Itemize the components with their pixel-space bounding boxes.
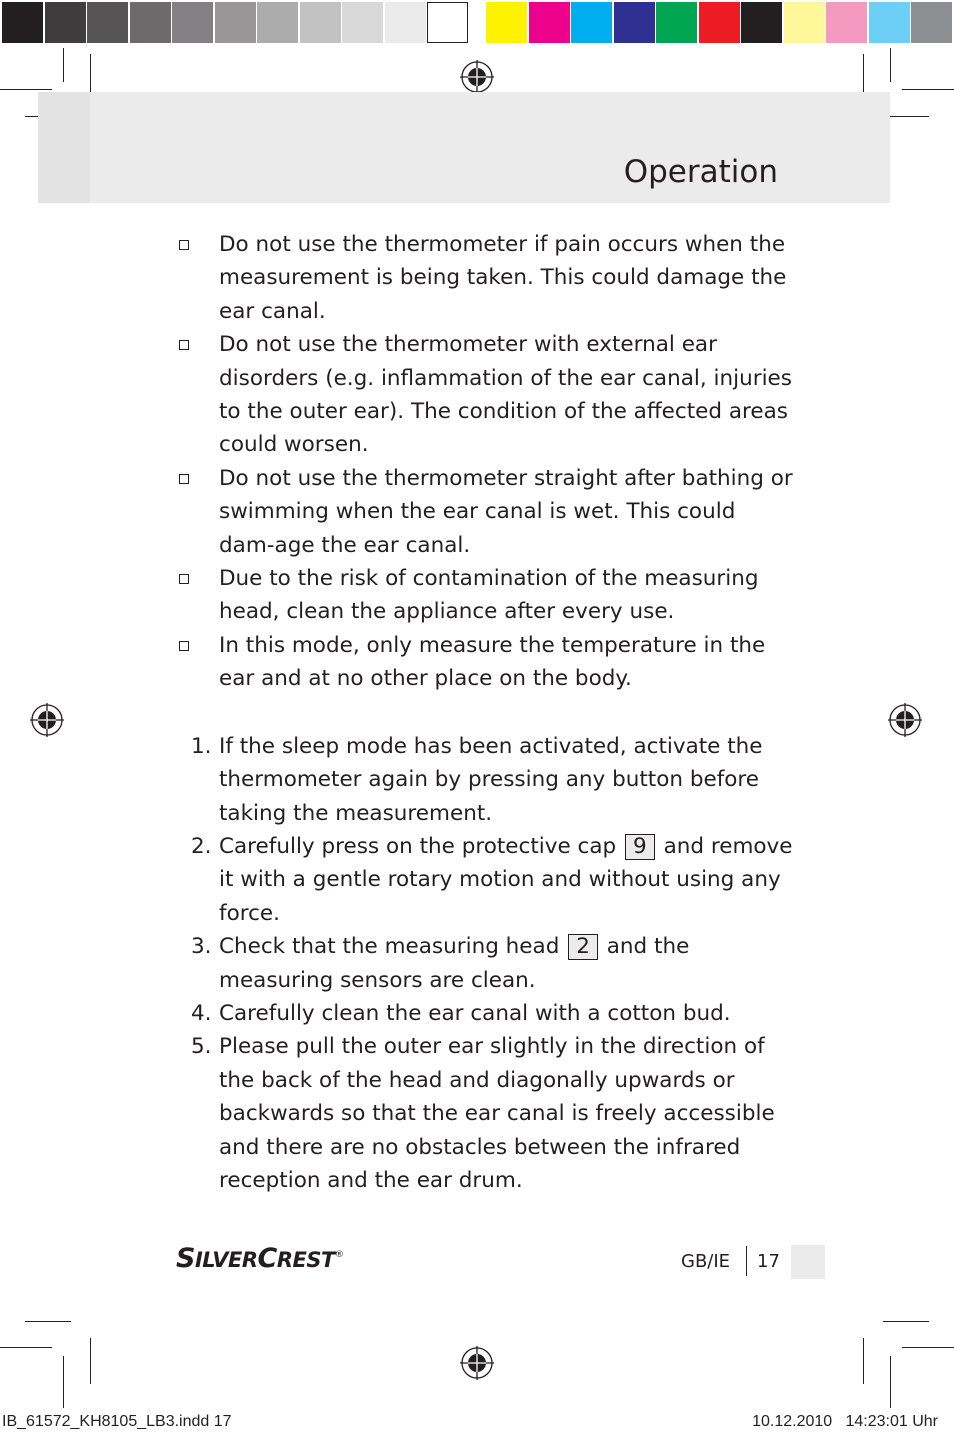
color-swatch xyxy=(215,2,256,43)
color-swatch xyxy=(784,2,825,43)
logo-letters: ILVER xyxy=(194,1248,258,1272)
bullet-item xyxy=(175,328,795,462)
step-text: Carefully press on the protective cap xyxy=(219,833,617,859)
color-swatch xyxy=(911,2,952,43)
bullet-text: Do not use the thermometer if pain occurs when the measurement is being taken. This could damage the ear canal. xyxy=(219,232,787,324)
step-text: If the sleep mode has been activated, activate the thermometer again by pressing any button before taking the measurement. xyxy=(219,733,763,826)
step-text: Please pull the outer ear slightly in the direction of the back of the head and diagonally upwards or backwards so that the ear canal is freely accessible and there are no obstacles between the infrared reception and the ear drum. xyxy=(219,1034,775,1193)
crop-mark xyxy=(890,1356,891,1408)
page-title: Operation xyxy=(623,154,778,190)
registration-mark-icon xyxy=(460,1346,494,1380)
step-number: 1. xyxy=(191,733,212,759)
step-text: Carefully clean the ear canal with a cotton bud. xyxy=(219,1000,731,1026)
step-item xyxy=(175,730,795,830)
step-number: 5. xyxy=(191,1034,212,1060)
step-text: and remove it with a gentle rotary motion and without using any force. xyxy=(219,833,793,926)
slug-datetime: 10.12.2010 14:23:01 Uhr xyxy=(752,1413,938,1430)
logo-letters: REST xyxy=(276,1248,335,1272)
crop-mark xyxy=(890,48,891,82)
page-number: 17 xyxy=(757,1251,780,1272)
bullet-text: Do not use the thermometer straight after bathing or swimming when the ear canal is wet. This could dam-age the ear canal. xyxy=(219,465,793,558)
header-tab xyxy=(38,92,90,203)
color-swatch xyxy=(614,2,655,43)
safety-bullet-list xyxy=(175,228,795,696)
step-item xyxy=(175,830,795,930)
bullet-item xyxy=(175,562,795,629)
color-swatch xyxy=(869,2,910,43)
crop-mark xyxy=(902,1347,954,1348)
step-number: 3. xyxy=(191,934,212,960)
bullet-item xyxy=(175,228,795,328)
crop-mark xyxy=(863,1338,864,1384)
step-item xyxy=(175,997,795,1030)
bullet-text: In this mode, only measure the temperature in the ear and at no other place on the body. xyxy=(219,632,766,692)
step-number: 4. xyxy=(191,1000,212,1026)
color-swatch xyxy=(699,2,740,43)
color-swatch xyxy=(130,2,171,43)
bullet-text: Do not use the thermometer with external ear disorders (e.g. inflammation of the ear canal, injuries to the outer ear). The condition of the affected areas could worsen. xyxy=(219,332,792,458)
checkbox-square-icon xyxy=(179,340,189,350)
silvercrest-logo xyxy=(176,1243,343,1274)
crop-mark xyxy=(0,1347,52,1348)
crop-mark xyxy=(25,1321,71,1322)
crop-mark xyxy=(883,1321,929,1322)
crop-mark xyxy=(902,89,954,90)
logo-letter: C xyxy=(257,1243,277,1274)
logo-letter: S xyxy=(176,1243,195,1274)
footer-divider xyxy=(746,1246,747,1276)
color-swatch xyxy=(826,2,867,43)
crop-mark xyxy=(90,1338,91,1384)
color-swatch xyxy=(385,2,426,43)
step-text: and the measuring sensors are clean. xyxy=(219,934,690,993)
footer-gray-block xyxy=(791,1245,825,1279)
color-swatch xyxy=(2,2,43,43)
color-swatch xyxy=(656,2,697,43)
color-swatch xyxy=(257,2,298,43)
registered-mark: ® xyxy=(334,1250,344,1260)
color-swatch xyxy=(45,2,86,43)
checkbox-square-icon xyxy=(179,574,189,584)
color-swatch xyxy=(342,2,383,43)
language-code: GB/IE xyxy=(681,1251,731,1272)
part-reference-box: 9 xyxy=(625,834,655,860)
operation-steps xyxy=(175,730,795,1198)
registration-mark-icon xyxy=(888,703,922,737)
color-swatch xyxy=(741,2,782,43)
color-swatch xyxy=(486,2,527,43)
step-number: 2. xyxy=(191,833,212,859)
color-swatch xyxy=(529,2,570,43)
checkbox-square-icon xyxy=(179,641,189,651)
main-content xyxy=(175,228,795,1197)
slug-filename: IB_61572_KH8105_LB3.indd 17 xyxy=(2,1413,232,1430)
color-swatch xyxy=(87,2,128,43)
step-text: Check that the measuring head xyxy=(219,934,560,960)
bullet-item xyxy=(175,629,795,696)
color-swatch xyxy=(172,2,213,43)
color-swatch xyxy=(571,2,612,43)
crop-mark xyxy=(63,1356,64,1408)
bullet-text: Due to the risk of contamination of the measuring head, clean the appliance after every use. xyxy=(219,566,759,625)
step-item xyxy=(175,1030,795,1197)
checkbox-square-icon xyxy=(179,474,189,484)
part-reference-box: 2 xyxy=(568,934,598,960)
step-item xyxy=(175,930,795,997)
bullet-item xyxy=(175,462,795,562)
registration-mark-icon xyxy=(460,60,494,94)
color-swatch xyxy=(300,2,341,43)
color-calibration-bar xyxy=(0,0,954,45)
crop-mark xyxy=(63,48,64,82)
crop-mark xyxy=(0,89,52,90)
registration-mark-icon xyxy=(30,703,64,737)
checkbox-square-icon xyxy=(179,240,189,250)
color-swatch xyxy=(427,2,468,43)
